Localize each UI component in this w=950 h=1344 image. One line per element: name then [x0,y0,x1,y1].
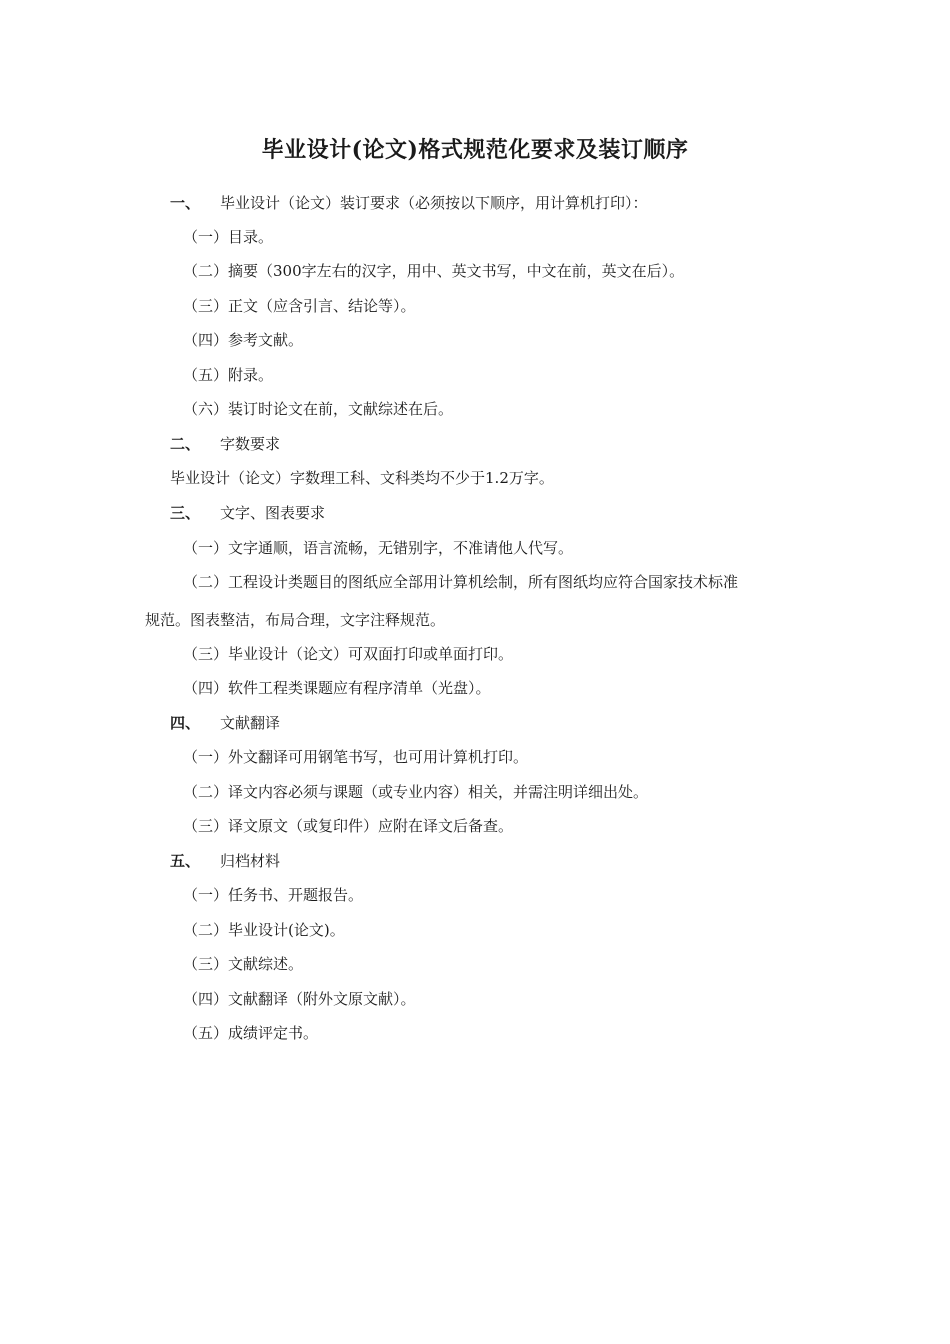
section-3-item-4: （四）软件工程类课题应有程序清单（光盘）。 [183,679,491,697]
section-4-number: 四、 [170,714,201,732]
section-2-number: 二、 [170,435,201,453]
section-4-item-2: （二）译文内容必须与课题（或专业内容）相关，并需注明详细出处。 [183,783,649,801]
section-5-item-1: （一）任务书、开题报告。 [183,886,364,904]
section-1-item-2: （二）摘要（300字左右的汉字，用中、英文书写，中文在前，英文在后）。 [183,262,685,280]
section-3-item-2: （二）工程设计类题目的图纸应全部用计算机绘制，所有图纸均应符合国家技术标准 [183,573,739,591]
section-5-item-5: （五）成绩评定书。 [183,1024,319,1042]
section-1-item-3: （三）正文（应含引言、结论等）。 [183,297,416,315]
section-1-item-4: （四）参考文献。 [183,331,304,349]
section-5-item-3: （三）文献综述。 [183,955,304,973]
section-4-heading: 文献翻译 [220,714,281,732]
section-1-item-6: （六）装订时论文在前，文献综述在后。 [183,400,454,418]
section-3-item-3: （三）毕业设计（论文）可双面打印或单面打印。 [183,645,514,663]
section-1-item-1: （一）目录。 [183,228,274,246]
section-3-item-2-continuation: 规范。图表整洁，布局合理，文字注释规范。 [145,611,446,629]
section-5-item-2: （二）毕业设计(论文)。 [183,921,345,939]
section-3-number: 三、 [170,504,201,522]
section-1-item-5: （五）附录。 [183,366,274,384]
section-2-heading: 字数要求 [220,435,281,453]
section-3-item-1: （一）文字通顺，语言流畅，无错别字，不准请他人代写。 [183,539,574,557]
section-1-heading: 毕业设计（论文）装订要求（必须按以下顺序，用计算机打印）： [220,194,648,212]
section-5-number: 五、 [170,852,201,870]
section-1-number: 一、 [170,194,201,212]
section-2-item-1: 毕业设计（论文）字数理工科、文科类均不少于1.2万字。 [170,469,554,487]
section-4-item-3: （三）译文原文（或复印件）应附在译文后备查。 [183,817,514,835]
section-5-item-4: （四）文献翻译（附外文原文献）。 [183,990,416,1008]
section-4-item-1: （一）外文翻译可用钢笔书写，也可用计算机打印。 [183,748,529,766]
document-title: 毕业设计(论文)格式规范化要求及装订顺序 [261,137,689,163]
section-3-heading: 文字、图表要求 [220,504,326,522]
section-5-heading: 归档材料 [220,852,281,870]
